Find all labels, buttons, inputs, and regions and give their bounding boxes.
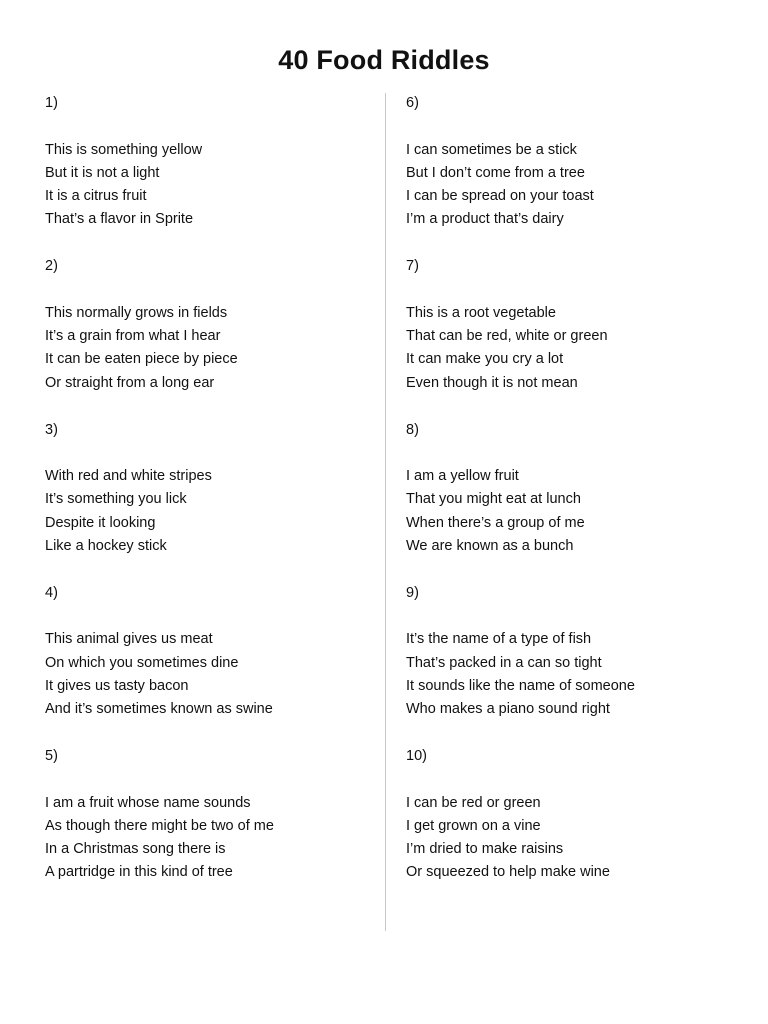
riddle-line: But it is not a light (45, 164, 160, 181)
riddle-line: Even though it is not mean (406, 374, 578, 391)
riddle-line: We are known as a bunch (406, 537, 574, 554)
riddle-line: With red and white stripes (45, 468, 212, 485)
riddle-number: 8) (406, 421, 419, 438)
riddle-line: It’s the name of a type of fish (406, 631, 592, 648)
riddle-line: This normally grows in fields (45, 304, 228, 321)
riddle-line: That can be red, white or green (406, 328, 608, 345)
riddle-2 (45, 255, 385, 418)
riddle-line: I can be spread on your toast (406, 188, 594, 205)
riddle-7 (406, 255, 746, 418)
riddle-number: 1) (45, 95, 58, 111)
riddle-line: This is something yellow (45, 141, 203, 158)
riddle-line: This is a root vegetable (406, 304, 556, 321)
riddle-line: I’m a product that’s dairy (406, 211, 564, 228)
riddle-line: It’s a grain from what I hear (45, 328, 221, 345)
riddle-number: 6) (406, 95, 419, 111)
riddle-line: Who makes a piano sound right (406, 701, 610, 718)
riddle-line: That you might eat at lunch (406, 491, 581, 508)
riddle-number: 3) (45, 421, 58, 438)
riddle-6 (406, 92, 746, 255)
riddle-line: But I don’t come from a tree (406, 164, 585, 181)
riddle-line: In a Christmas song there is (45, 841, 226, 858)
riddle-line: That’s a flavor in Sprite (45, 211, 194, 228)
riddle-line: I can be red or green (406, 794, 541, 811)
riddle-5 (45, 745, 385, 908)
riddle-number: 4) (45, 584, 58, 601)
riddle-line: A partridge in this kind of tree (45, 864, 233, 881)
page-title: 40 Food Riddles (278, 45, 490, 75)
riddle-line: I am a fruit whose name sounds (45, 794, 251, 811)
riddle-line: I get grown on a vine (406, 817, 541, 834)
riddle-line: When there’s a group of me (406, 514, 585, 531)
riddle-1 (45, 92, 385, 255)
riddle-number: 5) (45, 748, 58, 764)
riddle-line: Or squeezed to help make wine (406, 864, 610, 881)
riddle-line: Despite it looking (45, 514, 156, 531)
riddle-line: I can sometimes be a stick (406, 141, 577, 158)
riddle-line: It gives us tasty bacon (45, 677, 189, 694)
riddle-number: 7) (406, 258, 419, 275)
riddle-line: It is a citrus fruit (45, 188, 147, 205)
right-column (406, 92, 746, 908)
riddle-line: I’m dried to make raisins (406, 841, 564, 858)
riddle-number: 2) (45, 258, 58, 275)
riddle-line: It can make you cry a lot (406, 351, 564, 368)
column-divider (385, 93, 386, 931)
riddle-line: On which you sometimes dine (45, 654, 239, 671)
riddle-line: That’s packed in a can so tight (406, 654, 602, 671)
riddle-line: It can be eaten piece by piece (45, 351, 238, 368)
riddle-line: And it’s sometimes known as swine (45, 701, 273, 718)
riddle-line: It sounds like the name of someone (406, 677, 635, 694)
riddle-line: As though there might be two of me (45, 817, 274, 834)
left-column (45, 92, 385, 908)
riddle-9 (406, 582, 746, 745)
riddle-8 (406, 419, 746, 582)
riddle-10 (406, 745, 746, 908)
riddle-line: Like a hockey stick (45, 537, 167, 554)
riddle-line: This animal gives us meat (45, 631, 213, 648)
riddle-number: 9) (406, 584, 419, 601)
riddle-4 (45, 582, 385, 745)
riddle-line: Or straight from a long ear (45, 374, 215, 391)
riddle-3 (45, 419, 385, 582)
riddle-number: 10) (406, 748, 427, 764)
riddle-line: It’s something you lick (45, 491, 187, 508)
riddle-line: I am a yellow fruit (406, 468, 519, 485)
